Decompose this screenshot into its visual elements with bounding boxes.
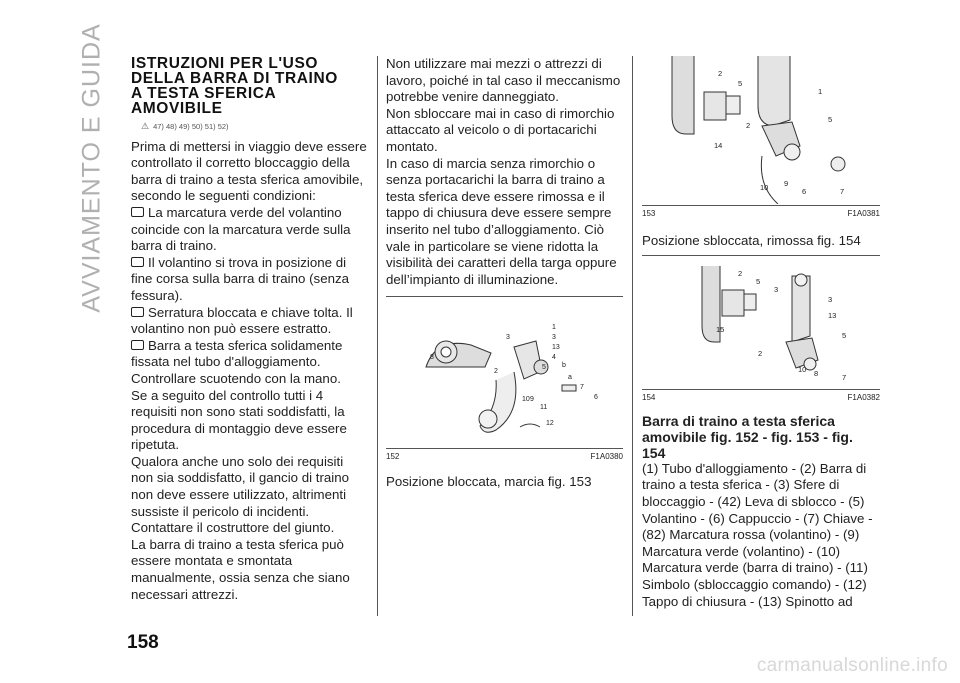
towbar-unlocked-illustration <box>642 56 880 204</box>
paragraph: Contattare il costruttore del giunto. <box>131 520 335 536</box>
svg-text:3: 3 <box>774 285 779 295</box>
watermark: carmanualsonline.info <box>756 655 948 676</box>
figure-154 <box>642 255 880 407</box>
towbar-removed-illustration <box>642 256 880 388</box>
side-section-title: AVVIAMENTO E GUIDA <box>77 23 106 313</box>
svg-text:5: 5 <box>542 364 546 372</box>
paragraph: Controllare scuotendo con la mano. <box>131 370 341 386</box>
svg-text:b: b <box>562 362 566 370</box>
paragraph: Se a seguito del controllo tutti i 4 requisiti non sono stati soddisfatti, la procedura di montaggio deve essere ripetuta. <box>131 387 347 453</box>
paragraph: Non utilizzare mai mezzi o attrezzi di lavoro, poiché in tal caso il meccanismo potrebbe venire danneggiato. <box>386 56 621 105</box>
svg-text:9: 9 <box>784 179 789 188</box>
column-2 <box>386 56 623 491</box>
figure-152 <box>386 296 623 466</box>
svg-text:7: 7 <box>580 384 584 392</box>
svg-text:2: 2 <box>494 368 498 376</box>
svg-text:5: 5 <box>828 115 833 124</box>
column-divider <box>632 56 633 616</box>
checkbox-icon <box>131 307 144 317</box>
svg-text:a: a <box>568 374 572 382</box>
svg-text:9: 9 <box>530 396 534 404</box>
svg-text:14: 14 <box>714 141 723 150</box>
svg-text:7: 7 <box>842 373 847 383</box>
svg-text:2: 2 <box>746 121 751 130</box>
svg-text:7: 7 <box>840 187 845 196</box>
check-item: Serratura bloccata e chiave tolta. Il volantino non può essere estratto. <box>131 304 353 337</box>
check-item: Il volantino si trova in posizione di fine corsa sulla barra di traino (senza fessura). <box>131 254 350 303</box>
figure-caption-bar: 154 F1A0382 <box>642 389 880 407</box>
svg-text:13: 13 <box>828 311 837 321</box>
checkbox-icon <box>131 340 144 350</box>
svg-text:11: 11 <box>540 404 548 412</box>
svg-text:2: 2 <box>758 349 763 359</box>
svg-text:3: 3 <box>552 334 556 342</box>
figure-caption: Posizione bloccata, marcia fig. 153 <box>386 473 592 489</box>
check-item: Barra a testa sferica solidamente fissata nel tubo d'alloggiamento. <box>131 337 343 370</box>
svg-text:3: 3 <box>828 295 833 305</box>
svg-text:10: 10 <box>522 396 530 404</box>
svg-text:8: 8 <box>430 354 434 362</box>
warning-icon: ⚠ <box>141 121 150 131</box>
svg-text:6: 6 <box>802 187 807 196</box>
svg-text:13: 13 <box>552 344 560 352</box>
towbar-locked-illustration <box>386 297 623 447</box>
svg-text:15: 15 <box>716 325 725 335</box>
svg-text:5: 5 <box>842 331 847 341</box>
page-number: 158 <box>127 632 159 653</box>
svg-text:6: 6 <box>594 394 598 402</box>
svg-text:10: 10 <box>760 183 769 192</box>
figure-caption: Posizione sbloccata, rimossa fig. 154 <box>642 232 861 248</box>
paragraph: In caso di marcia senza rimorchio o senza portacarichi la barra di traino a testa sferica deve essere rimossa e il tappo di chiusura deve essere sempre inserito nel tubo d’alloggiamento. Ciò vale in particolare se viene ridotta la visibilità dei caratteri della targa oppure dell’impianto di illuminazione. <box>386 155 617 287</box>
legend-heading: Barra di traino a testa sferica amovibile fig. 152 - fig. 153 - fig. 154 <box>642 412 853 461</box>
svg-text:3: 3 <box>506 334 510 342</box>
svg-text:1: 1 <box>818 87 823 96</box>
svg-text:12: 12 <box>546 420 554 428</box>
svg-text:5: 5 <box>738 79 743 88</box>
paragraph: Qualora anche uno solo dei requisiti non sia soddisfatto, il gancio di traino non deve essere utilizzato, altrimenti sussiste il pericolo di incidenti. <box>131 453 350 519</box>
checkbox-icon <box>131 207 144 217</box>
paragraph: La barra di traino a testa sferica può essere montata e smontata manualmente, ossia senza che siano necessari attrezzi. <box>131 536 350 602</box>
svg-text:10: 10 <box>798 365 807 375</box>
svg-text:2: 2 <box>738 269 743 279</box>
intro-paragraph: Prima di mettersi in viaggio deve essere controllato il corretto bloccaggio della barra di traino a testa sferica amovibile, secondo le seguenti condizioni: <box>131 138 367 204</box>
checkbox-icon <box>131 257 144 267</box>
svg-text:4: 4 <box>552 354 556 362</box>
svg-text:2: 2 <box>718 69 723 78</box>
svg-text:1: 1 <box>552 324 556 332</box>
column-divider <box>377 56 378 616</box>
figure-caption-bar: 152 F1A0380 <box>386 448 623 466</box>
legend-text: (1) Tubo d'alloggiamento - (2) Barra di traino a testa sferica - (3) Sfere di bloccaggio - (42) Leva di sblocco - (5) Volantino - (6) Cappuccio - (7) Chiave - (82) Marcatura rossa (volantino) - (9) Marcatura verde (volantino) - (10) Marcatura verde (barra di traino) - (11) Simbolo (sbloccaggio comando) - (12) Tappo di chiusura - (13) Spinotto ad <box>642 460 873 609</box>
svg-text:5: 5 <box>756 277 761 287</box>
check-item: La marcatura verde del volantino coincide con la marcatura verde sulla barra di traino. <box>131 204 351 254</box>
warning-references: ⚠ 47) 48) 49) 50) 51) 52) <box>141 121 229 131</box>
figure-caption-bar: 153 F1A0381 <box>642 205 880 223</box>
column-3 <box>642 56 880 610</box>
svg-text:8: 8 <box>814 369 819 379</box>
figure-153 <box>642 56 880 223</box>
column-1 <box>131 56 368 603</box>
section-title: ISTRUZIONI PER L'USO DELLA BARRA DI TRAINO A TESTA SFERICA AMOVIBILE <box>131 55 338 117</box>
paragraph: Non sbloccare mai in caso di rimorchio attaccato al veicolo o di portacarichi montato. <box>386 105 615 154</box>
